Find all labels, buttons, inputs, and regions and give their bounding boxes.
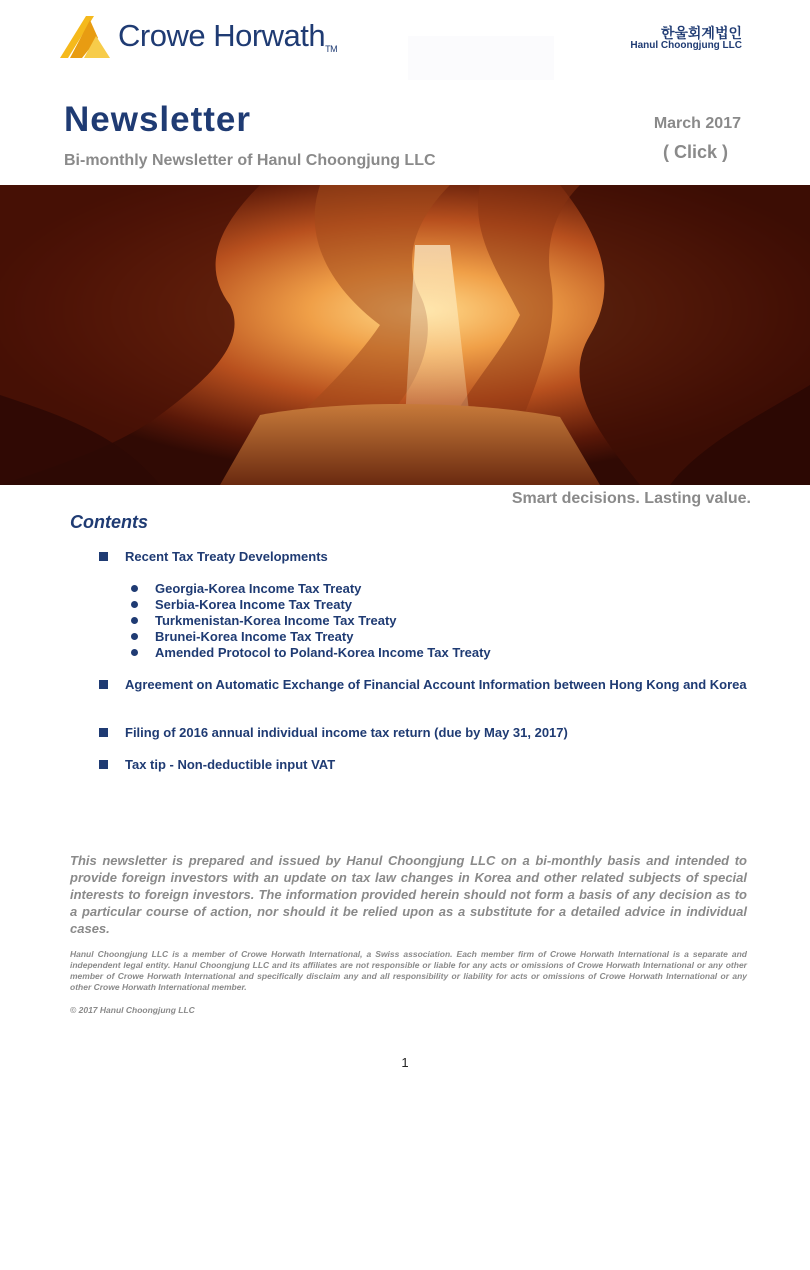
square-bullet-icon bbox=[99, 680, 108, 689]
square-bullet-icon bbox=[99, 552, 108, 561]
partner-korean-name: 한울회계법인 bbox=[660, 25, 742, 41]
toc-subitem-poland[interactable]: Amended Protocol to Poland-Korea Income Tax Treaty bbox=[155, 645, 491, 660]
toc-item-tax-tip[interactable]: Tax tip - Non-deductible input VAT bbox=[125, 757, 336, 772]
issue-date: March 2017 bbox=[653, 115, 741, 132]
copyright: © 2017 Hanul Choongjung LLC bbox=[70, 1005, 195, 1015]
click-link[interactable]: ( Click ) bbox=[662, 142, 728, 162]
disclaimer-paragraph: This newsletter is prepared and issued by Hanul Choongjung LLC on a bi-monthly basis and intended to provide foreign investors with an update on tax law changes in Korea and other related subjects of special interests to foreign investors. The information provided herein should not form a basis of any decision as to a particular course of action, nor should it be relied upon as a substitute for a detailed advice in individual cases. bbox=[70, 853, 747, 936]
brand-name: Crowe HorwathTM bbox=[118, 18, 338, 54]
square-bullet-icon bbox=[99, 728, 108, 737]
newsletter-subtitle: Bi-monthly Newsletter of Hanul Choongjung LLC bbox=[64, 152, 436, 169]
toc-subitem-turkmenistan[interactable]: Turkmenistan-Korea Income Tax Treaty bbox=[155, 613, 397, 628]
placeholder-box bbox=[408, 36, 554, 80]
round-bullet-icon bbox=[131, 601, 138, 608]
toc-subitem-brunei[interactable]: Brunei-Korea Income Tax Treaty bbox=[155, 629, 354, 644]
round-bullet-icon bbox=[131, 585, 138, 592]
page-number: 1 bbox=[401, 1055, 409, 1070]
round-bullet-icon bbox=[131, 633, 138, 640]
trademark-mark: TM bbox=[325, 44, 338, 54]
toc-item-exchange-agreement[interactable]: Agreement on Automatic Exchange of Financial Account Information between Hong Kong and Korea bbox=[125, 677, 747, 692]
toc-subitem-serbia[interactable]: Serbia-Korea Income Tax Treaty bbox=[155, 597, 353, 612]
contents-heading: Contents bbox=[70, 512, 148, 532]
crowe-horwath-logo-icon bbox=[60, 16, 110, 60]
square-bullet-icon bbox=[99, 760, 108, 769]
tagline: Smart decisions. Lasting value. bbox=[511, 490, 751, 507]
membership-note: Hanul Choongjung LLC is a member of Crowe Horwath International, a Swiss association. Each member firm of Crowe Horwath International is a separate and independent legal entity. Hanul Choongjung LLC and its affiliates are not responsible or liable for any acts or omissions of Crowe Horwath International or any other member of Crowe Horwath International and specifically disclaim any and all responsibility or liability for acts or omissions of Crowe Horwath International or any other Crowe Horwath International member. bbox=[70, 949, 747, 992]
newsletter-title: Newsletter bbox=[64, 100, 252, 139]
toc-item-tax-treaty[interactable]: Recent Tax Treaty Developments bbox=[125, 549, 328, 564]
round-bullet-icon bbox=[131, 649, 138, 656]
toc-item-income-tax-return[interactable]: Filing of 2016 annual individual income tax return (due by May 31, 2017) bbox=[125, 725, 568, 740]
partner-english-name: Hanul Choongjung LLC bbox=[630, 40, 742, 51]
toc-subitem-georgia[interactable]: Georgia-Korea Income Tax Treaty bbox=[155, 581, 362, 596]
round-bullet-icon bbox=[131, 617, 138, 624]
canyon-hero-image bbox=[0, 185, 810, 485]
